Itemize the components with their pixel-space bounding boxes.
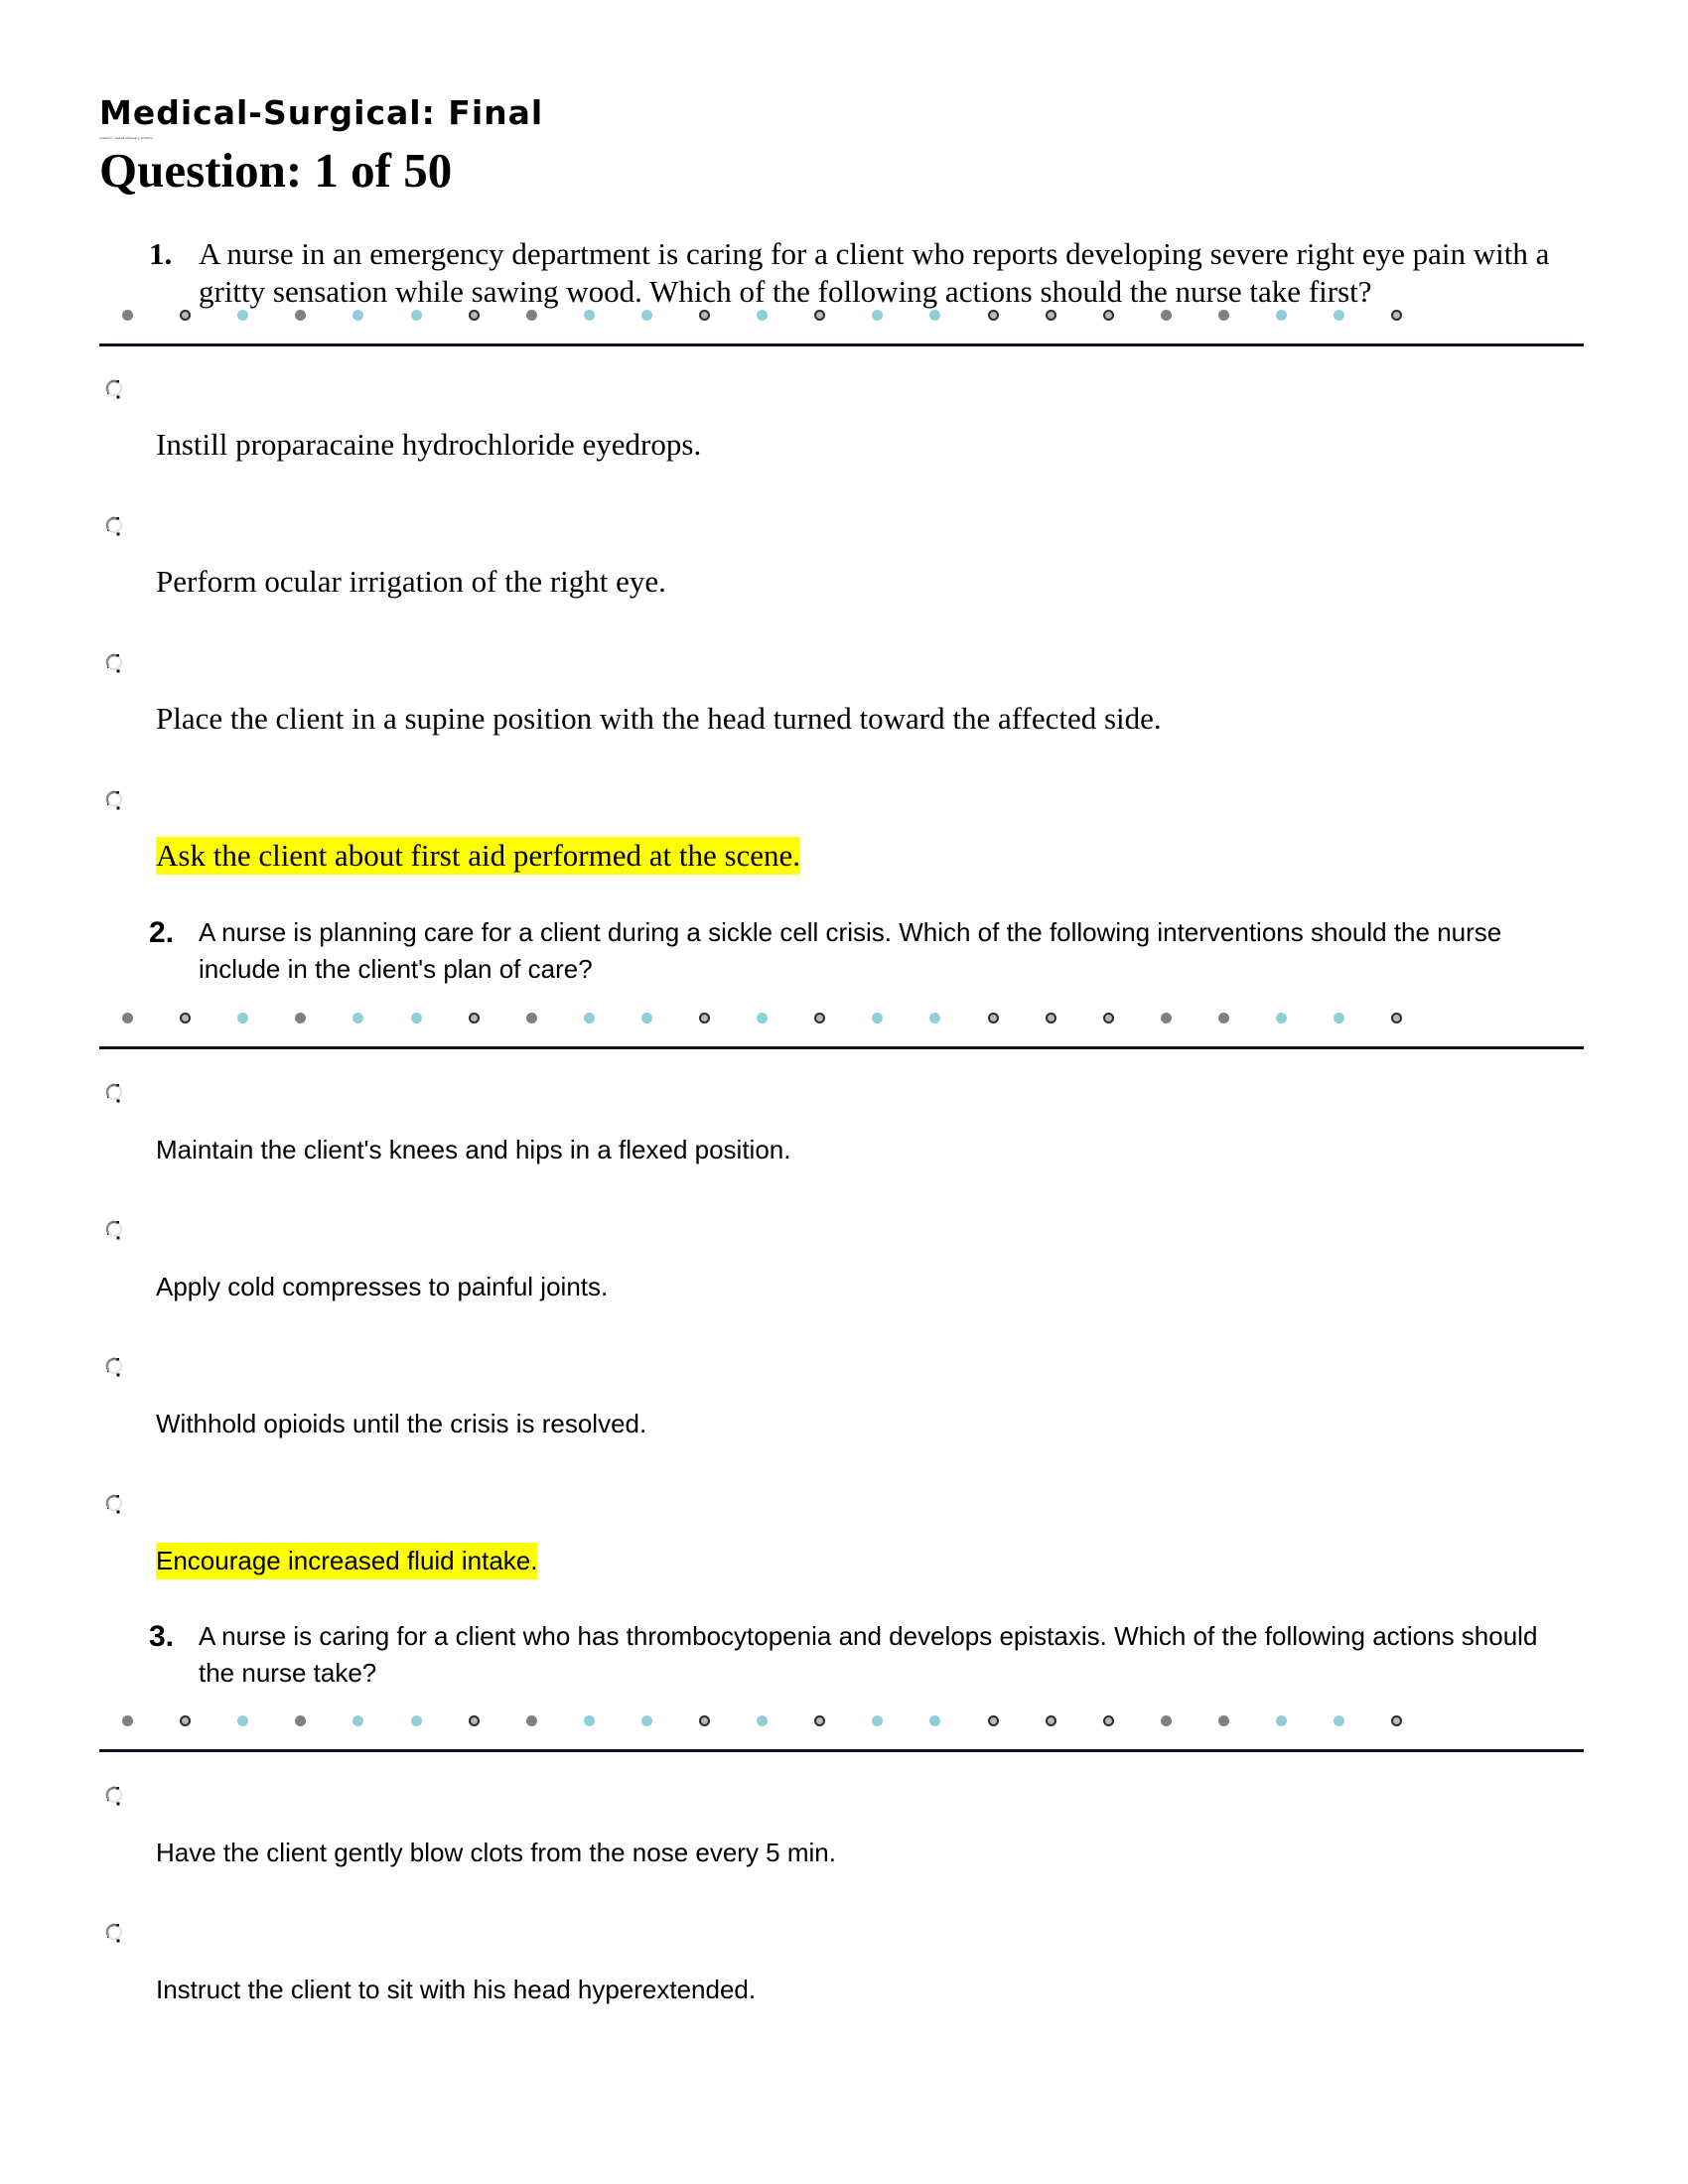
dot-separator — [0, 1715, 1688, 1731]
dot-blue-icon — [641, 310, 652, 321]
radio-circle-icon — [104, 1492, 126, 1516]
option-label[interactable]: Instill proparacaine hydrochloride eyedrops. — [156, 427, 702, 462]
option-label[interactable]: Maintain the client's knees and hips in a flexed position. — [156, 1135, 791, 1164]
radio-button-icon[interactable] — [104, 1355, 126, 1379]
radio-button-icon[interactable] — [104, 514, 126, 538]
dot-blue-icon — [237, 1715, 248, 1726]
option-label[interactable]: Withhold opioids until the crisis is resolved. — [156, 1409, 647, 1438]
dot-blue-icon — [872, 310, 883, 321]
radio-button-icon[interactable] — [104, 651, 126, 675]
dot-ring-icon — [469, 1013, 480, 1024]
dot-ring-icon — [1391, 310, 1402, 321]
dot-gray-icon — [526, 310, 537, 321]
dot-ring-icon — [1046, 310, 1056, 321]
dot-ring-icon — [1046, 1013, 1056, 1024]
option-label[interactable]: Apply cold compresses to painful joints. — [156, 1272, 609, 1301]
radio-circle-icon — [104, 651, 126, 675]
document-subtitle: question i tested adequacy practice — [99, 136, 153, 140]
radio-circle-icon — [104, 514, 126, 538]
dot-blue-icon — [584, 310, 595, 321]
option-label-correct[interactable]: Ask the client about first aid performed at the scene. — [156, 838, 801, 873]
dot-ring-icon — [988, 1715, 999, 1726]
dot-ring-icon — [814, 1013, 825, 1024]
divider-rule — [99, 343, 1584, 346]
question-text: A nurse in an emergency department is caring for a client who reports developing severe right eye pain with a gritty sensation while sawing wood. Which of the following actions should the nurse take first? — [199, 236, 1550, 309]
dot-gray-icon — [122, 1715, 133, 1726]
radio-button-icon[interactable] — [104, 1081, 126, 1105]
dot-blue-icon — [872, 1715, 883, 1726]
dot-blue-icon — [411, 1715, 422, 1726]
dot-blue-icon — [352, 1013, 363, 1024]
dot-ring-icon — [1103, 1013, 1114, 1024]
dot-gray-icon — [122, 310, 133, 321]
dot-blue-icon — [929, 310, 940, 321]
dot-gray-icon — [1218, 1715, 1229, 1726]
radio-button-icon[interactable] — [104, 1492, 126, 1516]
radio-circle-icon — [104, 1218, 126, 1242]
dot-separator — [0, 1013, 1688, 1028]
dot-blue-icon — [237, 310, 248, 321]
dot-blue-icon — [1334, 1715, 1344, 1726]
dot-blue-icon — [237, 1013, 248, 1024]
dot-blue-icon — [1334, 310, 1344, 321]
dot-gray-icon — [122, 1013, 133, 1024]
dot-blue-icon — [1334, 1013, 1344, 1024]
dot-blue-icon — [757, 1013, 768, 1024]
radio-circle-icon — [104, 1355, 126, 1379]
question-text: A nurse is planning care for a client during a sickle cell crisis. Which of the following interventions should the nurse include in the client's plan of care? — [199, 917, 1502, 984]
dot-ring-icon — [180, 310, 191, 321]
dot-blue-icon — [584, 1715, 595, 1726]
dot-ring-icon — [814, 310, 825, 321]
dot-ring-icon — [699, 310, 710, 321]
dot-blue-icon — [1276, 1013, 1287, 1024]
dot-gray-icon — [1161, 1013, 1172, 1024]
dot-ring-icon — [988, 310, 999, 321]
radio-button-icon[interactable] — [104, 377, 126, 401]
dot-blue-icon — [929, 1715, 940, 1726]
dot-blue-icon — [757, 1715, 768, 1726]
dot-blue-icon — [352, 1715, 363, 1726]
question-number: 3. — [149, 1620, 175, 1653]
question-counter: Question: 1 of 50 — [99, 143, 453, 198]
dot-blue-icon — [1276, 310, 1287, 321]
option-label[interactable]: Have the client gently blow clots from the nose every 5 min. — [156, 1838, 836, 1867]
option-label[interactable]: Perform ocular irrigation of the right eye. — [156, 564, 666, 599]
radio-circle-icon — [104, 1081, 126, 1105]
dot-gray-icon — [1161, 310, 1172, 321]
dot-blue-icon — [584, 1013, 595, 1024]
dot-separator — [0, 310, 1688, 326]
question-text: A nurse is caring for a client who has thrombocytopenia and develops epistaxis. Which of the following actions should the nurse take? — [199, 1621, 1538, 1688]
dot-ring-icon — [469, 1715, 480, 1726]
dot-gray-icon — [526, 1715, 537, 1726]
dot-ring-icon — [1103, 310, 1114, 321]
dot-blue-icon — [872, 1013, 883, 1024]
dot-ring-icon — [814, 1715, 825, 1726]
radio-circle-icon — [104, 377, 126, 401]
dot-blue-icon — [929, 1013, 940, 1024]
radio-button-icon[interactable] — [104, 1921, 126, 1945]
dot-gray-icon — [1218, 1013, 1229, 1024]
dot-blue-icon — [641, 1013, 652, 1024]
question-number: 1. — [149, 236, 173, 271]
radio-button-icon[interactable] — [104, 1784, 126, 1808]
dot-ring-icon — [1391, 1013, 1402, 1024]
dot-ring-icon — [699, 1013, 710, 1024]
document-title: Medical-Surgical: Final — [99, 93, 544, 132]
dot-ring-icon — [1391, 1715, 1402, 1726]
radio-circle-icon — [104, 1784, 126, 1808]
option-label-correct[interactable]: Encourage increased fluid intake. — [156, 1543, 537, 1579]
dot-gray-icon — [295, 1715, 306, 1726]
option-label[interactable]: Instruct the client to sit with his head hyperextended. — [156, 1975, 757, 2004]
dot-gray-icon — [1218, 310, 1229, 321]
radio-circle-icon — [104, 1921, 126, 1945]
divider-rule — [99, 1749, 1584, 1752]
dot-ring-icon — [699, 1715, 710, 1726]
dot-gray-icon — [295, 310, 306, 321]
radio-button-icon[interactable] — [104, 1218, 126, 1242]
dot-ring-icon — [180, 1013, 191, 1024]
dot-gray-icon — [1161, 1715, 1172, 1726]
dot-gray-icon — [295, 1013, 306, 1024]
dot-blue-icon — [411, 1013, 422, 1024]
dot-ring-icon — [469, 310, 480, 321]
question-number: 2. — [149, 916, 175, 949]
dot-gray-icon — [526, 1013, 537, 1024]
option-label[interactable]: Place the client in a supine position with the head turned toward the affected side. — [156, 701, 1162, 736]
dot-blue-icon — [352, 310, 363, 321]
dot-ring-icon — [1046, 1715, 1056, 1726]
dot-ring-icon — [1103, 1715, 1114, 1726]
dot-ring-icon — [988, 1013, 999, 1024]
dot-blue-icon — [1276, 1715, 1287, 1726]
radio-button-icon[interactable] — [104, 788, 126, 812]
divider-rule — [99, 1046, 1584, 1049]
dot-blue-icon — [757, 310, 768, 321]
dot-blue-icon — [411, 310, 422, 321]
radio-circle-icon — [104, 788, 126, 812]
dot-blue-icon — [641, 1715, 652, 1726]
dot-ring-icon — [180, 1715, 191, 1726]
